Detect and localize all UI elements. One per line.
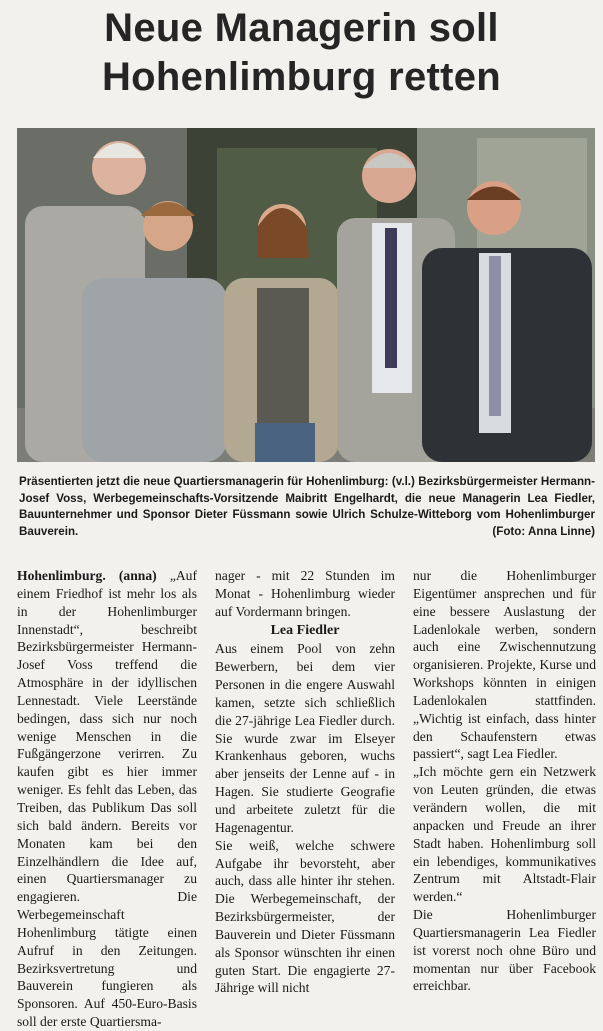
column-3-paragraph-3: Die Hohenlimburger Quartiersmanagerin Lea Fiedler ist vorerst noch ohne Büro und momentan nur über Facebook erreichbar. [413,907,596,994]
column-1-text: „Auf einem Friedhof ist mehr los als in der Hohenlimburger Innenstadt“, beschreibt Bezirksbürgermeister Hermann-Josef Voss treffend die Atmosphäre in der idyllischen Lennestadt. Viele Leerstände bedingen, dass sich nur noch wenige Menschen in die Fußgängerzone verirren. Zu kaufen gibt es hier immer weniger. Es fehlt das Leben, das Treiben, das Publikum Das soll sich bald ändern. Bereits vor Monaten kam bei den Einzelhändlern die Idee auf, einen Quartiersmanager zu engagieren. Die Werbegemeinschaft Hohenlimburg tätigte einen Aufruf in den Zeitungen. Bezirksvertretung und Bauverein fungieren als Sponsoren. Auf 450-Euro-Basis soll der erste Quartiersma- [17,568,197,1030]
column-2-paragraph-2: Sie weiß, welche schwere Aufgabe ihr bevorsteht, aber auch, dass alle hinter ihr stehen. Die Werbegemeinschaft, der Bezirksbürgermeister, der Bauverein und Dieter Füssmann als Sponsor wünschten ihr einen guten Start. Die engagierte 27-Jährige will nicht [215,837,395,996]
headline [0,4,603,102]
caption-text: Präsentierten jetzt die neue Quartiersmanagerin für Hohenlimburg: (v.l.) Bezirksbürgermeister Hermann-Josef Voss, Werbegemeinschafts-Vorsitzende Maibritt Engelhardt, die neue Managerin Lea Fiedler, Bauunternehmer und Sponsor Dieter Füssmann sowie Ulrich Schulze-Witteborg vom Hohenlimburger Bauverein. [19,475,595,538]
subheading: Lea Fiedler [270,622,340,638]
column-3-paragraph-2: „Ich möchte gern ein Netzwerk von Leuten gründen, die etwas verändern wollen, die mit anpacken und Freude an ihrer Stadt haben. Hohenlimburg soll ein lebendiges, kommunikatives Zentrum mit Altstadt-Flair werden.“ [413,764,596,905]
photo-caption [19,474,595,540]
column-2-top-text: nager - mit 22 Stunden im Monat - Hohenlimburg wieder auf Vordermann bringen. [215,568,395,619]
article-column-1 [17,567,197,1031]
article-column-3 [413,567,596,995]
article-body [17,567,597,1030]
photo-credit: (Foto: Anna Linne) [492,524,595,538]
dateline: Hohenlimburg. (anna) [17,568,157,583]
headline-line-1: Neue Managerin soll [104,6,499,50]
group-photo [17,128,595,462]
headline-line-2: Hohenlimburg retten [101,55,502,99]
article-column-2 [215,567,395,997]
column-2-paragraph-1: Aus einem Pool von zehn Bewerbern, bei dem vier Personen in die engere Auswahl kamen, setzte sich schließlich die 27-jährige Lea Fiedler durch. Sie wurde zwar im Elseyer Krankenhaus geboren, wuchs aber jenseits der Lenne auf - in Hagen. Sie studierte Geografie und arbeitete zuletzt für die Hagenagentur. [215,641,395,835]
column-3-paragraph-1: nur die Hohenlimburger Eigentümer ansprechen und für eine bessere Auslastung der Ladenlokale werben, sondern auch eine Zwischennutzung organisieren. Projekte, Kurse und Workshops könnten in einigen Ladenlokalen stattfinden. „Wichtig ist einfach, dass hinter den Schaufenstern etwas passiert“, sagt Lea Fiedler. [413,568,596,762]
group-photo-icon [17,128,595,462]
